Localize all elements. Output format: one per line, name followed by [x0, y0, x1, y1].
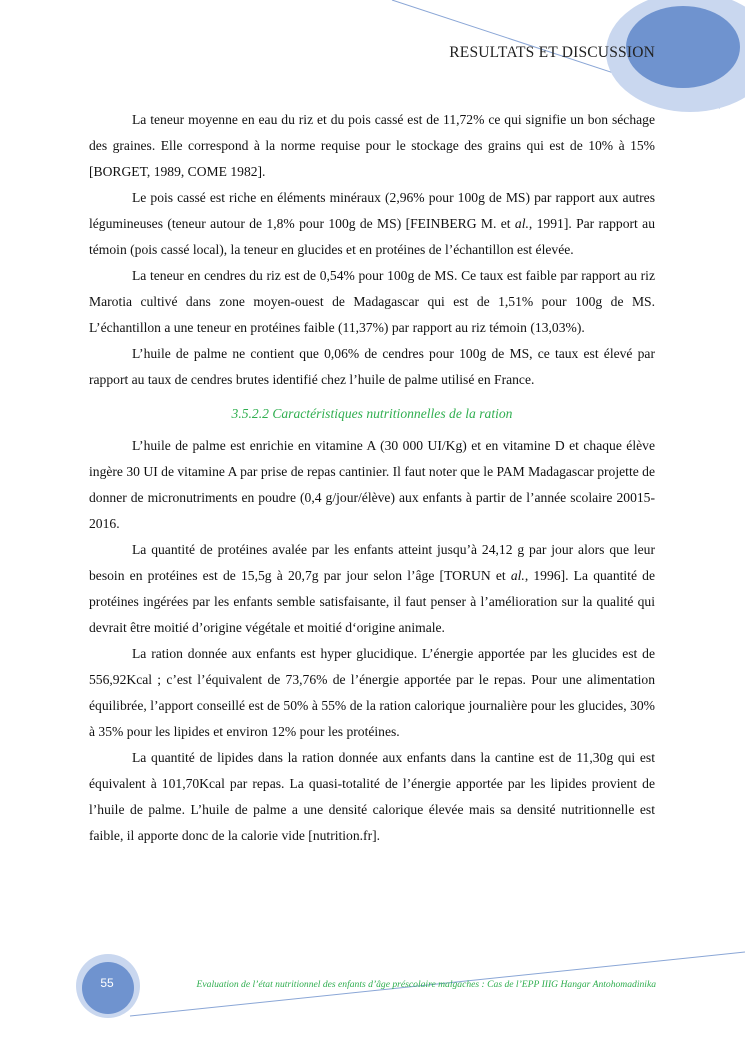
- paragraph-pois-casse-minerals: Le pois cassé est riche en éléments minéraux (2,96% pour 100g de MS) par rapport aux autres légumineuses (teneur autour de 1,8% pour 100g de MS) [FEINBERG M. et al., 1991]. Par rapport au témoin (pois cassé local), la teneur en glucides et en protéines de l’échantillon est élevée.: [89, 190, 655, 257]
- paragraph-carbohydrate: La ration donnée aux enfants est hyper glucidique. L’énergie apportée par les glucides est de 556,92Kcal ; c’est l’équivalent de 73,76% de l’énergie apportée par le repas. Pour une alimentation équilibrée, l’apport conseillé est de 50% à 55% de la ration calorique journalière pour les glucides, 30% à 35% pour les lipides et environ 12% pour les protéines.: [89, 646, 655, 739]
- paragraph-water-content: La teneur moyenne en eau du riz et du pois cassé est de 11,72% ce qui signifie un bon séchage des graines. Elle correspond à la norme requise pour le stockage des grains qui est de 10% à 15% [BORGET, 1989, COME 1982].: [89, 112, 655, 179]
- paragraph-palm-oil-ash: L’huile de palme ne contient que 0,06% de cendres pour 100g de MS, ce taux est élevé par rapport au taux de cendres brutes identifié chez l’huile de palme utilisé en France.: [89, 346, 655, 387]
- page-number: 55: [100, 976, 114, 990]
- paragraph-lipids: La quantité de lipides dans la ration donnée aux enfants dans la cantine est de 11,30g qui est équivalent à 101,70Kcal par repas. La quasi-totalité de l’énergie apportée par les lipides provient de l’huile de palme. L’huile de palme a une densité calorique élevée mais sa densité nutritionnelle est faible, il apporte donc de la calorie vide [nutrition.fr].: [89, 750, 655, 843]
- paragraph-vitamin-a: L’huile de palme est enrichie en vitamine A (30 000 UI/Kg) et en vitamine D et chaque élève ingère 30 UI de vitamine A par prise de repas cantinier. Il faut noter que le PAM Madagascar projette de donner de micronutriments en poudre (0,4 g/jour/élève) aux enfants à partir de l’année scolaire 20015-2016.: [89, 438, 655, 531]
- paragraph-protein-intake: La quantité de protéines avalée par les enfants atteint jusqu’à 24,12 g par jour alors que leur besoin en protéines est de 15,5g à 20,7g par jour selon l’âge [TORUN et al., 1996]. La quantité de protéines ingérées par les enfants semble satisfaisante, il faut penser à l’amélioration sur la qualité qui devrait être moitié d’origine végétale et moitié d‘origine animale.: [89, 542, 655, 635]
- footer-caption: Evaluation de l’état nutritionnel des enfants d’âge préscolaire malgaches : Cas de l’EPP IIIG Hangar Antohomadinika: [196, 979, 656, 990]
- body-text: [89, 107, 655, 849]
- paragraph-rice-ash: La teneur en cendres du riz est de 0,54% pour 100g de MS. Ce taux est faible par rapport au riz Marotia cultivé dans zone moyen-ouest de Madagascar qui est de 1,51% pour 100g de MS. L’échantillon a une teneur en protéines faible (11,37%) par rapport au riz témoin (13,03%).: [89, 268, 655, 335]
- running-head-title: RESULTATS ET DISCUSSION: [449, 44, 655, 61]
- section-heading: 3.5.2.2 Caractéristiques nutritionnelles de la ration: [231, 406, 513, 421]
